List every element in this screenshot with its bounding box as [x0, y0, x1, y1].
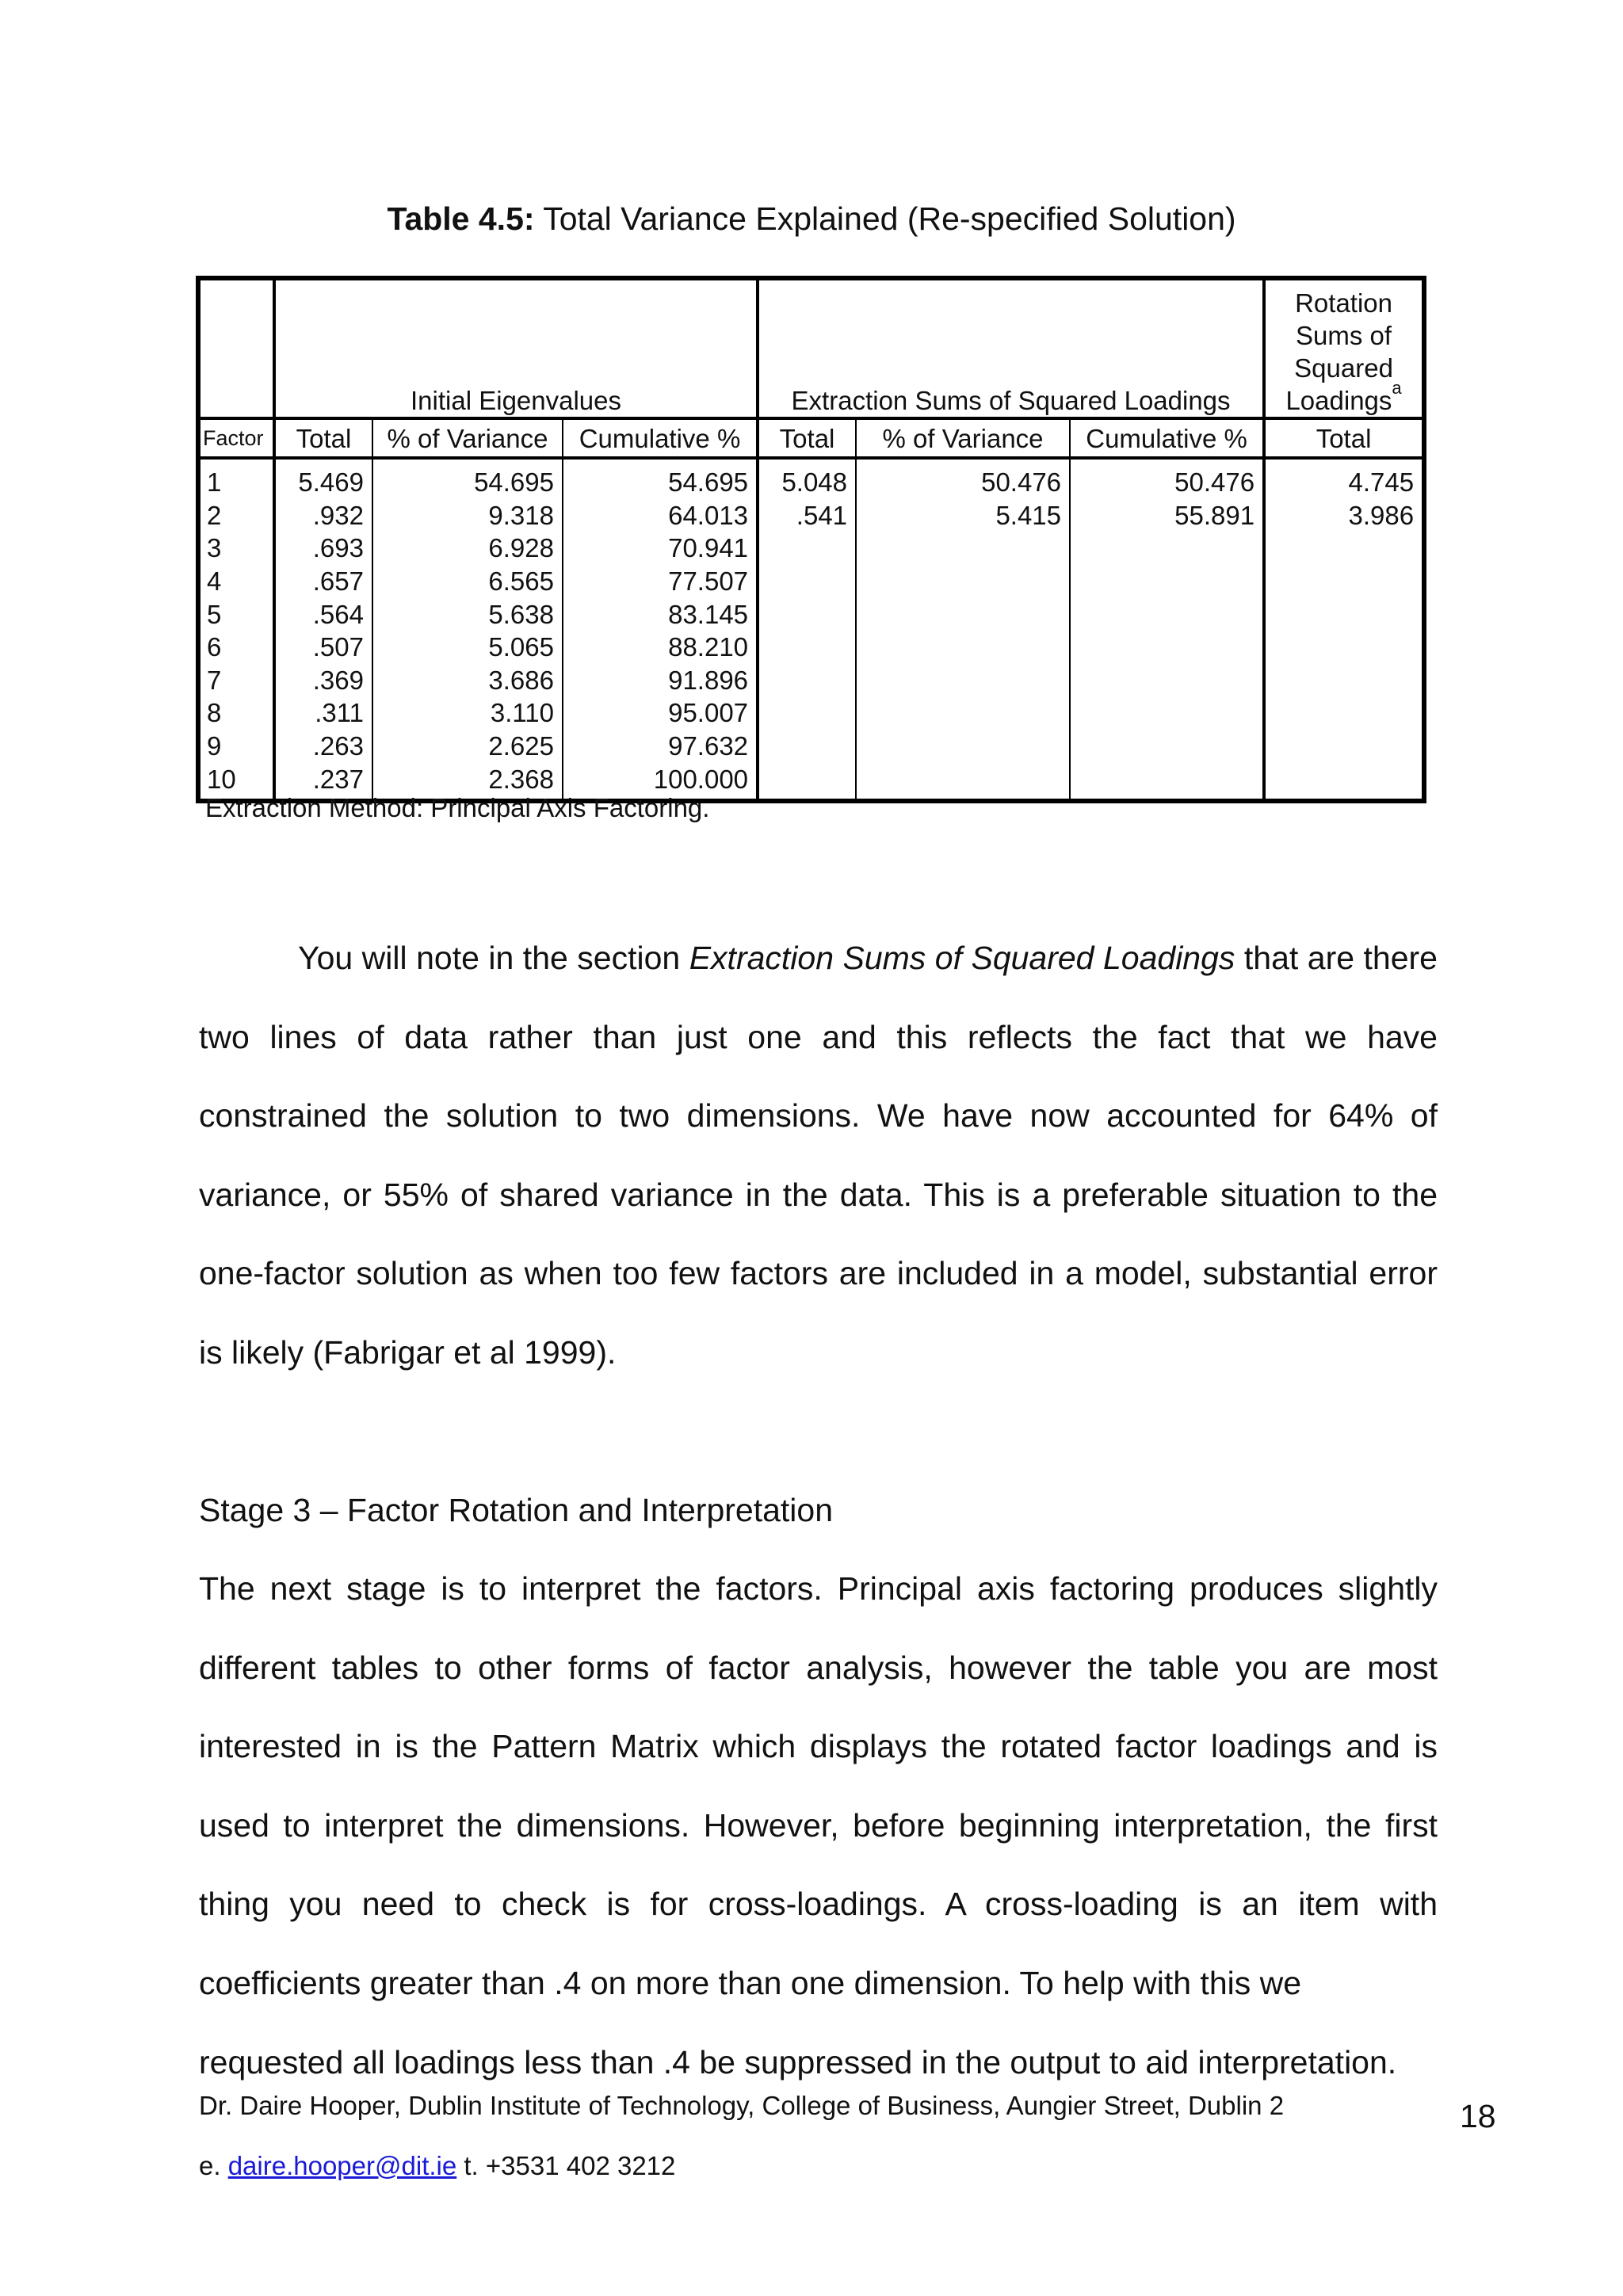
- cell-init-total: .693: [274, 532, 372, 565]
- cell-ext-var: [856, 631, 1070, 664]
- cell-init-var: 2.368: [372, 762, 563, 801]
- cell-ext-cum: [1070, 532, 1264, 565]
- cell-init-var: 5.638: [372, 597, 563, 631]
- cell-ext-total: 5.048: [758, 458, 856, 499]
- cell-init-var: 54.695: [372, 458, 563, 499]
- cell-init-var: 3.110: [372, 696, 563, 730]
- cell-factor: 10: [198, 762, 274, 801]
- cell-init-total: 5.469: [274, 458, 372, 499]
- page-number: 18: [1460, 2098, 1496, 2134]
- cell-init-var: 3.686: [372, 664, 563, 697]
- cell-ext-var: [856, 565, 1070, 598]
- cell-ext-cum: [1070, 597, 1264, 631]
- cell-init-var: 5.065: [372, 631, 563, 664]
- ext-total-header: Total: [758, 418, 856, 458]
- cell-ext-total: [758, 762, 856, 801]
- cell-rot-total: [1264, 597, 1424, 631]
- cell-init-cum: 97.632: [563, 730, 758, 763]
- cell-ext-var: [856, 762, 1070, 801]
- cell-factor: 8: [198, 696, 274, 730]
- cell-init-var: 6.565: [372, 565, 563, 598]
- cell-ext-cum: 50.476: [1070, 458, 1264, 499]
- cell-init-total: .564: [274, 597, 372, 631]
- cell-ext-var: [856, 730, 1070, 763]
- cell-init-cum: 100.000: [563, 762, 758, 801]
- cell-ext-total: [758, 631, 856, 664]
- cell-init-var: 6.928: [372, 532, 563, 565]
- rot-total-header: Total: [1264, 418, 1424, 458]
- cell-init-cum: 64.013: [563, 499, 758, 532]
- cell-init-total: .507: [274, 631, 372, 664]
- cell-ext-cum: [1070, 565, 1264, 598]
- cell-factor: 5: [198, 597, 274, 631]
- ext-cumulative-header: Cumulative %: [1070, 418, 1264, 458]
- cell-rot-total: [1264, 532, 1424, 565]
- cell-init-cum: 88.210: [563, 631, 758, 664]
- cell-factor: 1: [198, 458, 274, 499]
- cell-ext-total: [758, 532, 856, 565]
- rotation-header: Rotation Sums of Squared Loadings$^a$: [1264, 278, 1424, 418]
- cell-init-total: .369: [274, 664, 372, 697]
- table-row: [198, 730, 1424, 763]
- header-corner-cell: [198, 278, 274, 418]
- cell-ext-total: [758, 565, 856, 598]
- cell-ext-total: [758, 664, 856, 697]
- initial-eigenvalues-header: Initial Eigenvalues: [274, 278, 758, 418]
- cell-init-total: .311: [274, 696, 372, 730]
- cell-ext-cum: [1070, 631, 1264, 664]
- cell-ext-cum: [1070, 762, 1264, 801]
- cell-rot-total: [1264, 762, 1424, 801]
- cell-init-cum: 70.941: [563, 532, 758, 565]
- cell-init-total: .237: [274, 762, 372, 801]
- cell-factor: 2: [198, 499, 274, 532]
- paragraph-extraction: You will note in the section Extraction Sums of Squared Loadings that are there two lines of data rather than just one and this reflects the fact that we have constrained the solution to two dimensions. We have now accounted for 64% of variance, or 55% of shared variance in the data. This is a preferable situation to the one-factor solution as when too few factors are included in a model, substantial error is likely (Fabrigar et al 1999).: [199, 940, 1438, 1371]
- variance-table: [196, 276, 1426, 803]
- cell-ext-total: [758, 730, 856, 763]
- table-body: [198, 458, 1424, 801]
- cell-init-cum: 91.896: [563, 664, 758, 697]
- init-total-header: Total: [274, 418, 372, 458]
- cell-init-cum: 83.145: [563, 597, 758, 631]
- cell-init-total: .263: [274, 730, 372, 763]
- table-caption-title: Total Variance Explained (Re-specified Solution): [543, 200, 1236, 237]
- cell-init-cum: 77.507: [563, 565, 758, 598]
- ext-variance-header: % of Variance: [856, 418, 1070, 458]
- table-row: [198, 532, 1424, 565]
- paragraph-interpretation: The next stage is to interpret the factors. Principal axis factoring produces slightly different tables to other forms of factor analysis, however the table you are most interested in is the Pattern Matrix which displays the rotated factor loadings and is used to interpret the dimensions. However, before beginning interpretation, the first thing you need to check is for cross-loadings. A cross-loading is an item with coefficients greater than .4 on more than one dimension. To help with this we requested all loadings less than .4 be suppressed in the output to aid interpretation.: [199, 1570, 1438, 2081]
- table-row: [198, 631, 1424, 664]
- init-variance-header: % of Variance: [372, 418, 563, 458]
- cell-init-var: 2.625: [372, 730, 563, 763]
- cell-rot-total: [1264, 631, 1424, 664]
- email-link[interactable]: daire.hooper@dit.ie: [227, 2151, 457, 2180]
- cell-init-cum: 95.007: [563, 696, 758, 730]
- section-heading: Stage 3 – Factor Rotation and Interpretation: [199, 1492, 834, 1528]
- cell-factor: 4: [198, 565, 274, 598]
- table-row: [198, 664, 1424, 697]
- table-group-header-row: [198, 278, 1424, 418]
- cell-rot-total: [1264, 664, 1424, 697]
- cell-rot-total: 4.745: [1264, 458, 1424, 499]
- cell-ext-var: [856, 696, 1070, 730]
- cell-factor: 9: [198, 730, 274, 763]
- cell-factor: 3: [198, 532, 274, 565]
- table-column-header-row: [198, 418, 1424, 458]
- extraction-header: Extraction Sums of Squared Loadings: [758, 278, 1264, 418]
- table-row: [198, 458, 1424, 499]
- table-row: [198, 499, 1424, 532]
- cell-ext-var: [856, 532, 1070, 565]
- cell-init-var: 9.318: [372, 499, 563, 532]
- cell-init-total: .657: [274, 565, 372, 598]
- table-footnote: Extraction Method: Principal Axis Factoring.: [205, 793, 710, 822]
- cell-rot-total: [1264, 696, 1424, 730]
- cell-ext-cum: [1070, 664, 1264, 697]
- cell-ext-total: [758, 696, 856, 730]
- cell-rot-total: [1264, 565, 1424, 598]
- cell-ext-cum: [1070, 696, 1264, 730]
- cell-factor: 7: [198, 664, 274, 697]
- table-row: [198, 565, 1424, 598]
- table-row: [198, 696, 1424, 730]
- cell-ext-var: 5.415: [856, 499, 1070, 532]
- cell-init-cum: 54.695: [563, 458, 758, 499]
- emphasis-extraction: Extraction Sums of Squared Loadings: [689, 940, 1235, 976]
- cell-ext-cum: 55.891: [1070, 499, 1264, 532]
- cell-ext-total: .541: [758, 499, 856, 532]
- footer-contact: e. daire.hooper@dit.ie t. +3531 402 3212: [199, 2151, 676, 2180]
- cell-ext-total: [758, 597, 856, 631]
- init-cumulative-header: Cumulative %: [563, 418, 758, 458]
- cell-init-total: .932: [274, 499, 372, 532]
- table-row: [198, 597, 1424, 631]
- table-caption-label: Table 4.5:: [387, 200, 535, 237]
- cell-ext-var: [856, 664, 1070, 697]
- cell-ext-cum: [1070, 730, 1264, 763]
- footer-address: Dr. Daire Hooper, Dublin Institute of Technology, College of Business, Aungier Street, Dublin 2: [199, 2091, 1285, 2120]
- cell-rot-total: 3.986: [1264, 499, 1424, 532]
- cell-ext-var: [856, 597, 1070, 631]
- cell-factor: 6: [198, 631, 274, 664]
- table-caption: [0, 197, 1623, 240]
- factor-column-header: Factor: [198, 418, 274, 458]
- cell-ext-var: 50.476: [856, 458, 1070, 499]
- cell-rot-total: [1264, 730, 1424, 763]
